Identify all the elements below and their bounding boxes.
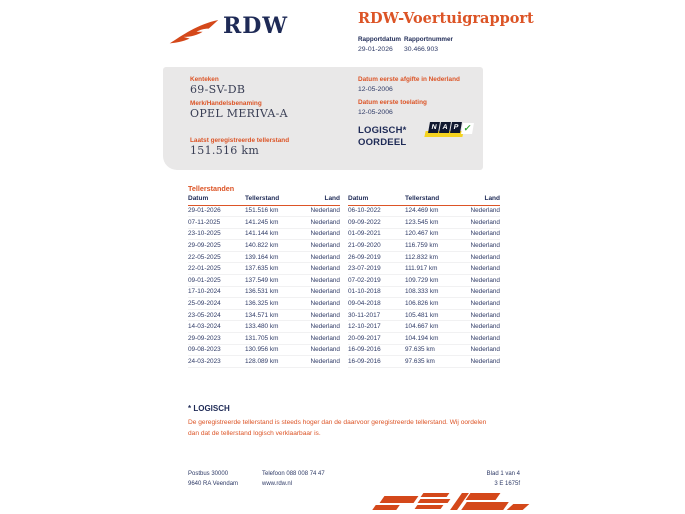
nap-letter-p: P <box>450 122 462 133</box>
brand-value: OPEL MERIVA-A <box>190 107 288 120</box>
verdict-line2: OORDEEL <box>358 137 407 148</box>
table-cell: 128.089 km <box>245 356 303 368</box>
table-cell: 20-09-2017 <box>348 333 405 345</box>
footer-phone: Telefoon 088 008 74 47 <box>262 471 325 477</box>
table-cell: 123.545 km <box>405 217 463 229</box>
table-cell: 30-11-2017 <box>348 309 405 321</box>
table-row <box>348 251 500 263</box>
table-row <box>348 309 500 321</box>
table-cell: Nederland <box>463 298 500 310</box>
table-cell: 29-09-2025 <box>188 240 245 252</box>
table-cell: 22-01-2025 <box>188 263 245 275</box>
table-cell: 151.516 km <box>245 205 303 217</box>
table-cell: 17-10-2024 <box>188 286 245 298</box>
verdict-text <box>358 125 407 149</box>
table-cell: Nederland <box>463 251 500 263</box>
table-cell: Nederland <box>303 217 340 229</box>
table-cell: Nederland <box>463 344 500 356</box>
table-row <box>188 298 340 310</box>
table-cell: 140.822 km <box>245 240 303 252</box>
table-cell: 23-07-2019 <box>348 263 405 275</box>
table-cell: Nederland <box>463 321 500 333</box>
table-cell: 116.759 km <box>405 240 463 252</box>
table-row <box>188 344 340 356</box>
table-cell: 21-09-2020 <box>348 240 405 252</box>
table-cell: Nederland <box>303 275 340 287</box>
table-cell: 133.480 km <box>245 321 303 333</box>
table-row <box>348 263 500 275</box>
table-header-row <box>348 193 500 205</box>
table-cell: 141.144 km <box>245 228 303 240</box>
table-row <box>348 356 500 368</box>
table-row <box>188 309 340 321</box>
table-cell: 134.571 km <box>245 309 303 321</box>
table-cell: Nederland <box>303 298 340 310</box>
table-cell: 111.917 km <box>405 263 463 275</box>
table-cell: 131.705 km <box>245 333 303 345</box>
col-header-land: Land <box>303 193 340 205</box>
nap-logo-icon <box>425 121 475 141</box>
table-cell: 25-09-2024 <box>188 298 245 310</box>
odometer-tables <box>188 193 500 368</box>
rdw-logo-icon <box>168 18 220 48</box>
footer-page-info <box>420 469 520 489</box>
table-cell: 137.549 km <box>245 275 303 287</box>
table-cell: 01-10-2018 <box>348 286 405 298</box>
table-cell: 109.729 km <box>405 275 463 287</box>
report-number-block <box>404 36 453 53</box>
rdw-logo-wordmark: RDW <box>223 13 289 39</box>
table-cell: 112.832 km <box>405 251 463 263</box>
table-row <box>188 251 340 263</box>
footer-website-link[interactable]: www.rdw.nl <box>262 481 293 487</box>
table-cell: Nederland <box>463 333 500 345</box>
table-cell: 141.245 km <box>245 217 303 229</box>
table-cell: 137.635 km <box>245 263 303 275</box>
odometer-table-left <box>188 193 340 368</box>
table-cell: 23-05-2024 <box>188 309 245 321</box>
table-row <box>188 228 340 240</box>
license-plate-value: 69-SV-DB <box>190 83 246 96</box>
table-row <box>348 228 500 240</box>
table-cell: 14-03-2024 <box>188 321 245 333</box>
table-cell: Nederland <box>303 286 340 298</box>
report-date-block <box>358 36 401 53</box>
table-header-row <box>188 193 340 205</box>
footer-form-code: 3 E 1675f <box>494 481 520 487</box>
footer-address-line1: Postbus 30000 <box>188 471 229 477</box>
table-cell: 09-08-2023 <box>188 344 245 356</box>
readings-section-title: Tellerstanden <box>188 184 235 193</box>
report-number-value: 30.466.903 <box>404 46 439 53</box>
table-row <box>348 217 500 229</box>
brand-label: Merk/Handelsbenaming <box>190 100 262 107</box>
table-row <box>188 205 340 217</box>
col-header-land: Land <box>463 193 500 205</box>
first-issue-label: Datum eerste afgifte in Nederland <box>358 76 460 83</box>
table-cell: 09-04-2018 <box>348 298 405 310</box>
table-cell: 01-09-2021 <box>348 228 405 240</box>
table-cell: Nederland <box>303 228 340 240</box>
table-cell: 106.826 km <box>405 298 463 310</box>
table-row <box>348 298 500 310</box>
report-date-value: 29-01-2026 <box>358 46 393 53</box>
table-cell: 07-02-2019 <box>348 275 405 287</box>
table-cell: Nederland <box>463 286 500 298</box>
table-row <box>348 286 500 298</box>
table-row <box>348 205 500 217</box>
license-plate-label: Kenteken <box>190 76 219 83</box>
table-cell: Nederland <box>463 205 500 217</box>
table-cell: Nederland <box>463 275 500 287</box>
table-cell: Nederland <box>463 309 500 321</box>
table-cell: Nederland <box>463 228 500 240</box>
table-row <box>188 321 340 333</box>
table-cell: 09-01-2025 <box>188 275 245 287</box>
table-cell: 130.956 km <box>245 344 303 356</box>
footer-address <box>188 469 238 489</box>
table-row <box>348 240 500 252</box>
col-header-tellerstand: Tellerstand <box>245 193 303 205</box>
table-cell: 29-09-2023 <box>188 333 245 345</box>
table-row <box>348 321 500 333</box>
table-row <box>188 333 340 345</box>
footer-address-line2: 9640 RA Veendam <box>188 481 239 487</box>
report-number-label: Rapportnummer <box>404 36 453 43</box>
footer-contact <box>262 469 325 489</box>
table-cell: Nederland <box>303 263 340 275</box>
table-cell: 09-09-2022 <box>348 217 405 229</box>
table-cell: 12-10-2017 <box>348 321 405 333</box>
nap-checkmark-icon: ✓ <box>462 123 473 133</box>
table-cell: Nederland <box>303 251 340 263</box>
table-row <box>348 275 500 287</box>
table-row <box>348 344 500 356</box>
table-cell: Nederland <box>463 240 500 252</box>
col-header-tellerstand: Tellerstand <box>405 193 463 205</box>
table-cell: 06-10-2022 <box>348 205 405 217</box>
col-header-datum: Datum <box>348 193 405 205</box>
table-row <box>348 333 500 345</box>
verdict-line1: LOGISCH* <box>358 125 407 136</box>
table-cell: Nederland <box>303 205 340 217</box>
table-row <box>188 263 340 275</box>
table-cell: 16-09-2016 <box>348 344 405 356</box>
table-cell: 23-10-2025 <box>188 228 245 240</box>
col-header-datum: Datum <box>188 193 245 205</box>
report-date-label: Rapportdatum <box>358 36 402 43</box>
speed-stripes-graphic <box>372 491 532 513</box>
table-cell: 16-09-2016 <box>348 356 405 368</box>
last-odometer-label: Laatst geregistreerde tellerstand <box>190 137 290 144</box>
table-cell: 104.194 km <box>405 333 463 345</box>
logisch-footnote <box>188 404 498 439</box>
table-row <box>188 286 340 298</box>
table-cell: 136.531 km <box>245 286 303 298</box>
first-issue-value: 12-05-2006 <box>358 86 393 93</box>
table-cell: 124.469 km <box>405 205 463 217</box>
footnote-text: De geregistreerde tellerstand is steeds hoger dan de daarvoor geregistreerde tellerstand. Wij oordelen dan dat de tellerstand logisch verklaarbaar is. <box>188 419 487 437</box>
table-cell: 24-03-2023 <box>188 356 245 368</box>
table-cell: 104.667 km <box>405 321 463 333</box>
table-cell: Nederland <box>463 217 500 229</box>
table-row <box>188 217 340 229</box>
table-cell: 139.164 km <box>245 251 303 263</box>
table-cell: 105.481 km <box>405 309 463 321</box>
table-row <box>188 356 340 368</box>
table-cell: 29-01-2026 <box>188 205 245 217</box>
table-cell: 97.635 km <box>405 356 463 368</box>
table-row <box>188 240 340 252</box>
table-cell: 120.467 km <box>405 228 463 240</box>
first-admission-value: 12-05-2006 <box>358 109 393 116</box>
table-cell: Nederland <box>303 321 340 333</box>
table-row <box>188 275 340 287</box>
table-cell: Nederland <box>303 356 340 368</box>
odometer-table-right <box>348 193 500 368</box>
table-cell: Nederland <box>463 356 500 368</box>
table-cell: Nederland <box>303 333 340 345</box>
table-cell: Nederland <box>463 263 500 275</box>
vehicle-summary-box <box>163 67 483 170</box>
footer-page-indicator: Blad 1 van 4 <box>486 471 520 477</box>
table-cell: 108.333 km <box>405 286 463 298</box>
footnote-title: * LOGISCH <box>188 404 230 413</box>
nap-letter-a: A <box>439 122 451 133</box>
first-admission-label: Datum eerste toelating <box>358 99 427 106</box>
table-cell: 26-09-2019 <box>348 251 405 263</box>
nap-letter-n: N <box>428 122 440 133</box>
table-cell: 97.635 km <box>405 344 463 356</box>
table-cell: Nederland <box>303 344 340 356</box>
page-title: RDW-Voertuigrapport <box>358 10 534 27</box>
table-cell: 07-11-2025 <box>188 217 245 229</box>
table-cell: 22-05-2025 <box>188 251 245 263</box>
table-cell: Nederland <box>303 240 340 252</box>
table-cell: 136.325 km <box>245 298 303 310</box>
table-cell: Nederland <box>303 309 340 321</box>
last-odometer-value: 151.516 km <box>190 144 260 157</box>
